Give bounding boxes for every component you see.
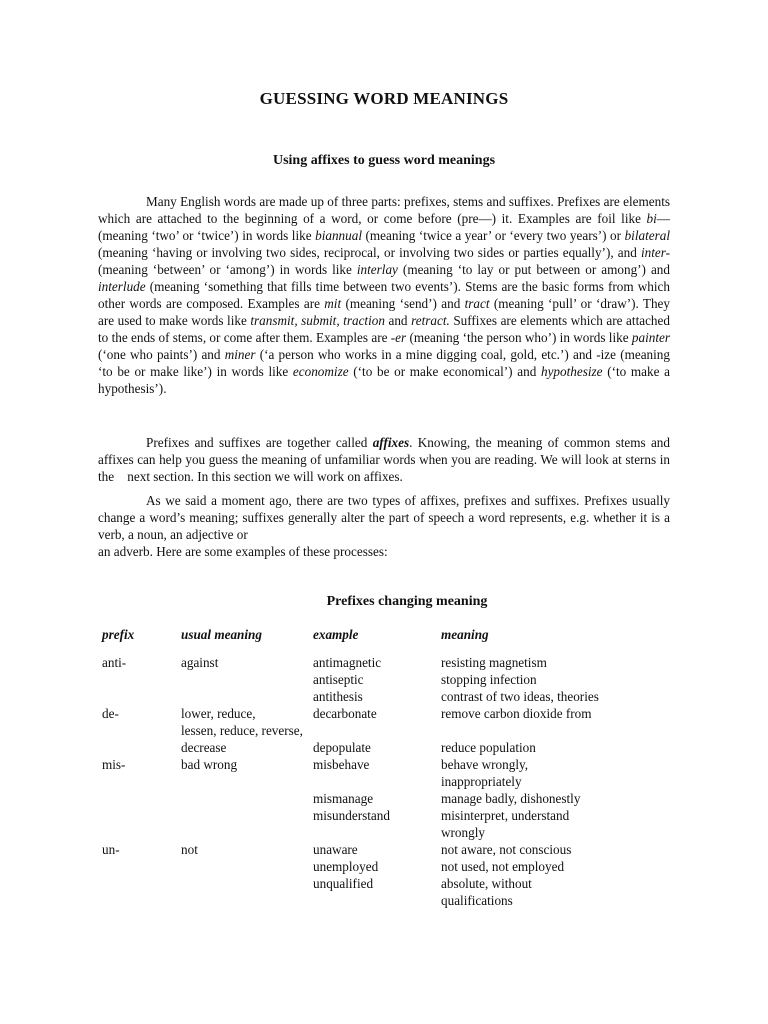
cell-line: anti- (102, 655, 127, 670)
text-run: miner (224, 347, 256, 362)
cell-line: misbehave (313, 757, 370, 772)
cell-line: decarbonate (313, 706, 377, 721)
prefix-table (102, 626, 702, 909)
table-title: Prefixes changing meaning (326, 594, 488, 609)
cell-example (313, 654, 439, 705)
text-run: (‘to be or make economical’) and (348, 364, 541, 379)
section-subtitle: Using affixes to guess word meanings (272, 153, 496, 168)
cell-line: qualifications (441, 893, 513, 908)
cell-line: un- (102, 842, 120, 857)
table-header-row (102, 626, 702, 654)
cell-line: depopulate (313, 740, 371, 755)
text-run: (meaning ‘the person who’) in words like (406, 330, 632, 345)
text-run: retract. (411, 313, 450, 328)
cell-line: lessen, reduce, reverse, (181, 723, 303, 738)
text-run: Many English words are made up of three parts: prefixes, stems and suffixes. Prefixes are elements which are attached to the beginning of a word, or come before (pre—) it. Examples are foil like (98, 194, 670, 226)
table-row (102, 705, 702, 756)
text-run: economize (292, 364, 349, 379)
table-body (102, 654, 702, 909)
cell-line: misunderstand (313, 808, 390, 823)
text-run: interlude (98, 279, 146, 294)
cell-line: behave wrongly, (441, 757, 529, 772)
text-run: Suffixes are elements which are attached to the ends of stems, or come after them. Examples are (98, 313, 670, 345)
cell-line: reduce population (441, 740, 536, 755)
cell-usual-meaning (181, 841, 311, 858)
cell-line: resisting magnetism (441, 655, 547, 670)
cell-meaning (441, 756, 671, 841)
cell-line: inappropriately (441, 774, 522, 789)
cell-meaning (441, 654, 671, 705)
cell-line: mis- (102, 757, 126, 772)
cell-line: not aware, not conscious (441, 842, 572, 857)
cell-prefix (102, 705, 180, 722)
text-run: . Knowing, the meaning of common stems and affixes can help you guess the meaning of unfamiliar words when you are reading. We will look at sterns in the next section. In this section we will work on affixes. (98, 435, 670, 484)
cell-line: unemployed (313, 859, 379, 874)
cell-line: stopping infection (441, 672, 537, 687)
table-row (102, 654, 702, 705)
cell-line (313, 722, 439, 739)
cell-line: mismanage (313, 791, 374, 806)
text-run: and (384, 313, 412, 328)
text-run: (meaning ‘to lay or put between or among’) and (397, 262, 670, 277)
text-run: inter- (640, 245, 670, 260)
text-run: (meaning ‘pull’ or ‘draw’). They are used to make words like (98, 296, 670, 328)
cell-prefix (102, 756, 180, 773)
cell-meaning (441, 841, 671, 909)
cell-line: unaware (313, 842, 358, 857)
paragraph-affixes-definition (98, 434, 670, 485)
cell-example (313, 705, 439, 756)
table-row (102, 756, 702, 841)
cell-line: lower, reduce, (181, 706, 256, 721)
text-run: (meaning ‘send’) and (341, 296, 465, 311)
cell-line: bad wrong (181, 757, 238, 772)
text-run: (meaning ‘twice a year’ or ‘every two years’) or (362, 228, 625, 243)
text-run: (‘a person who works in a mine digging coal, gold, etc.’) and -ize (meaning ‘to be or make like’) in words like (98, 347, 670, 379)
text-run: (‘one who paints’) and (98, 347, 225, 362)
cell-line: decrease (181, 740, 227, 755)
text-run: — (meaning ‘two’ or ‘twice’) in words like (98, 211, 670, 243)
page-title: GUESSING WORD MEANINGS (259, 89, 509, 108)
cell-line: antiseptic (313, 672, 364, 687)
cell-prefix (102, 841, 180, 858)
cell-line: antithesis (313, 689, 363, 704)
cell-line: against (181, 655, 219, 670)
text-run: -er (390, 330, 407, 345)
cell-usual-meaning (181, 705, 311, 756)
cell-usual-meaning (181, 654, 311, 671)
cell-example (313, 841, 439, 892)
table-row (102, 841, 702, 909)
header-meaning: meaning (441, 627, 489, 642)
cell-line: de- (102, 706, 119, 721)
text-run: Prefixes and suffixes are together called (146, 435, 373, 450)
text-run: affixes (372, 435, 410, 450)
text-run: biannual (315, 228, 362, 243)
text-run: (‘to make a hypothesis’). (98, 364, 671, 396)
cell-line (313, 773, 439, 790)
text-run: bi (646, 211, 657, 226)
cell-line: not used, not employed (441, 859, 565, 874)
text-run: (meaning ‘having or involving two sides, reciprocal, or involving two sides or parties equally’), and (98, 245, 641, 260)
cell-line: absolute, without (441, 876, 532, 891)
cell-prefix (102, 654, 180, 671)
paragraph-affix-types (98, 492, 670, 560)
cell-line: remove carbon dioxide from (441, 706, 592, 721)
text-run: tract (464, 296, 490, 311)
cell-line: unqualified (313, 876, 374, 891)
cell-line: manage badly, dishonestly (441, 791, 581, 806)
text-run: As we said a moment ago, there are two types of affixes, prefixes and suffixes. Prefixes usually change a word’s meaning; suffixes generally alter the part of speech a word represents, e.g. whether it is a verb, a noun, an adjective or (98, 493, 670, 542)
cell-example (313, 756, 439, 824)
cell-line: contrast of two ideas, theories (441, 689, 599, 704)
cell-line: antimagnetic (313, 655, 382, 670)
cell-meaning (441, 705, 671, 756)
text-run: painter (631, 330, 670, 345)
header-prefix: prefix (102, 627, 135, 642)
cell-line: not (181, 842, 198, 857)
cell-usual-meaning (181, 756, 311, 773)
cell-line: wrongly (441, 825, 485, 840)
text-run: (meaning ‘something that fills time between two events’). Stems are the basic forms from which other words are composed. Examples are (98, 279, 670, 311)
text-run: hypothesize (540, 364, 603, 379)
header-usual-meaning: usual meaning (181, 627, 262, 642)
text-run: an adverb. Here are some examples of these processes: (98, 544, 388, 559)
text-run: (meaning ‘between’ or ‘among’) in words like (98, 262, 357, 277)
text-run: bilateral (624, 228, 671, 243)
cell-line (441, 722, 671, 739)
cell-line: misinterpret, understand (441, 808, 570, 823)
text-run: mit (324, 296, 342, 311)
header-example: example (313, 627, 359, 642)
text-run: interlay (356, 262, 398, 277)
text-run: transmit, submit, traction (250, 313, 385, 328)
paragraph-affix-intro (98, 193, 670, 397)
